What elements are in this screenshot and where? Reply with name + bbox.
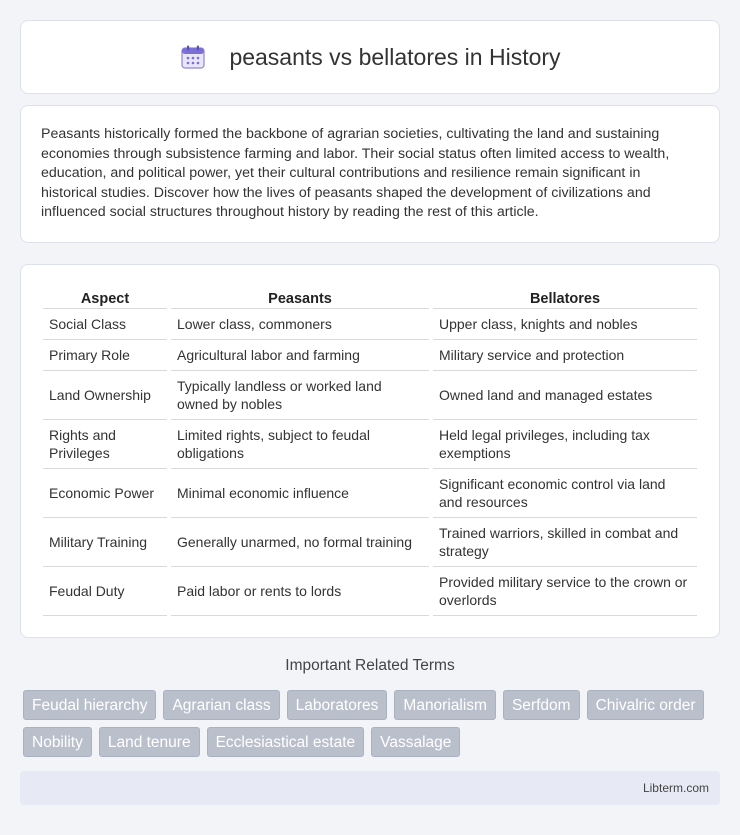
- table-cell: Typically landless or worked land owned by nobles: [171, 371, 429, 420]
- page-header: [20, 20, 720, 94]
- table-cell: Feudal Duty: [43, 567, 167, 616]
- header-peasants: Peasants: [171, 283, 429, 309]
- table-cell: Land Ownership: [43, 371, 167, 420]
- table-cell: Minimal economic influence: [171, 469, 429, 518]
- table-cell: Upper class, knights and nobles: [433, 309, 697, 340]
- header-aspect: Aspect: [43, 283, 167, 309]
- table-cell: Military Training: [43, 518, 167, 567]
- table-cell: Trained warriors, skilled in combat and strategy: [433, 518, 697, 567]
- table-cell: Rights and Privileges: [43, 420, 167, 469]
- related-terms-title: Important Related Terms: [285, 657, 455, 674]
- table-row: [43, 567, 697, 616]
- footer-site-link[interactable]: Libterm.com: [642, 781, 709, 795]
- term-tag[interactable]: Vassalage: [371, 727, 460, 757]
- term-tag[interactable]: Chivalric order: [587, 690, 705, 720]
- term-tag[interactable]: Manorialism: [394, 690, 496, 720]
- table-cell: Significant economic control via land and resources: [433, 469, 697, 518]
- calendar-icon: [179, 43, 207, 71]
- term-tag[interactable]: Nobility: [23, 727, 92, 757]
- table-cell: Limited rights, subject to feudal obligations: [171, 420, 429, 469]
- table-row: [43, 340, 697, 371]
- table-cell: Social Class: [43, 309, 167, 340]
- table-cell: Held legal privileges, including tax exemptions: [433, 420, 697, 469]
- table-row: [43, 420, 697, 469]
- header-bellatores: Bellatores: [433, 283, 697, 309]
- page-footer: [20, 771, 720, 805]
- table-cell: Military service and protection: [433, 340, 697, 371]
- intro-text: Peasants historically formed the backbone of agrarian societies, cultivating the land and sustaining economies through subsistence farming and labor. Their social status often limited access to wealth, education, and political power, yet their cultural contributions and resilience remain significant in historical studies. Discover how the lives of peasants shaped the development of civilizations and influenced social structures throughout history by reading the rest of this article.: [41, 126, 670, 221]
- table-cell: Lower class, commoners: [171, 309, 429, 340]
- table-row: [43, 518, 697, 567]
- comparison-table: [39, 283, 701, 616]
- term-tag[interactable]: Feudal hierarchy: [23, 690, 156, 720]
- page-title: peasants vs bellatores in History: [229, 43, 561, 70]
- table-cell: Primary Role: [43, 340, 167, 371]
- table-cell: Paid labor or rents to lords: [171, 567, 429, 616]
- term-tag[interactable]: Land tenure: [99, 727, 200, 757]
- table-cell: Agricultural labor and farming: [171, 340, 429, 371]
- term-tag[interactable]: Serfdom: [503, 690, 580, 720]
- related-terms-list: [23, 690, 723, 757]
- term-tag[interactable]: Ecclesiastical estate: [207, 727, 365, 757]
- intro-card: [20, 105, 720, 243]
- table-row: [43, 309, 697, 340]
- term-tag[interactable]: Laboratores: [287, 690, 388, 720]
- table-cell: Owned land and managed estates: [433, 371, 697, 420]
- table-row: [43, 469, 697, 518]
- term-tag[interactable]: Agrarian class: [163, 690, 279, 720]
- table-cell: Generally unarmed, no formal training: [171, 518, 429, 567]
- table-header-row: [43, 283, 697, 309]
- table-cell: Provided military service to the crown or overlords: [433, 567, 697, 616]
- table-cell: Economic Power: [43, 469, 167, 518]
- comparison-card: [20, 264, 720, 638]
- table-row: [43, 371, 697, 420]
